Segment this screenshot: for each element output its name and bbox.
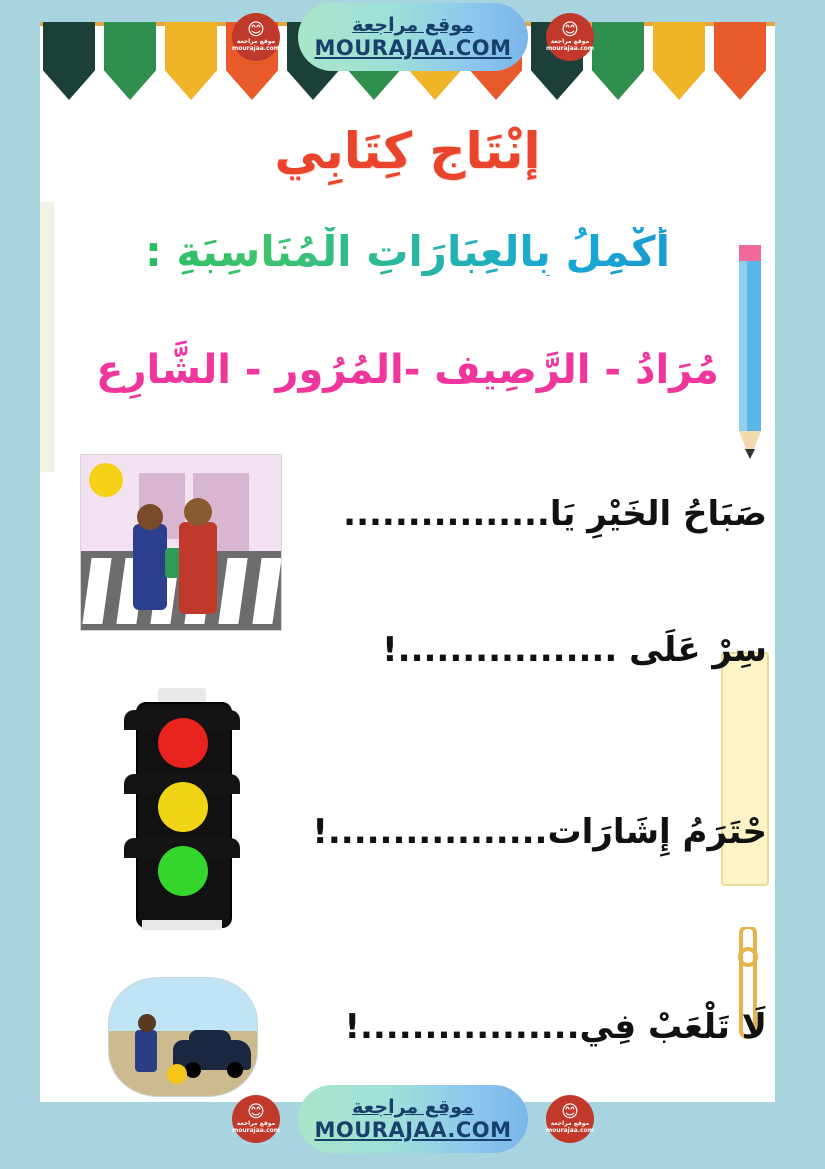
watermark-badge-line1: موقع مراجعة: [236, 37, 276, 45]
exercise-sentence-4: لَا تَلْعَبْ فِي.................!: [344, 1007, 767, 1047]
boy-head: [138, 1014, 156, 1032]
traffic-light-green-lamp: [158, 846, 208, 896]
bunting-flag: [43, 22, 95, 100]
boy-figure: [135, 1030, 157, 1072]
watermark-badge-line2: mourajaa.com: [231, 44, 281, 52]
ball-shape: [167, 1064, 187, 1084]
watermark-bottom: [228, 1084, 598, 1154]
watermark-badge-line1: موقع مراجعة: [550, 1119, 590, 1127]
bunting-flag: [653, 22, 705, 100]
watermark-line1: موقع مراجعة: [352, 14, 474, 36]
exercise-sentence-3: حْتَرَمُ إِشَارَات.................!: [312, 812, 767, 852]
children-crossing-street-image: [80, 454, 282, 631]
watermark-badge-line2: mourajaa.com: [545, 1126, 595, 1134]
sun-shape: [89, 463, 123, 497]
smiley-icon: 😊: [561, 1101, 579, 1122]
exercise-sentence-1: صَبَاحُ الخَيْرِ يَا................: [343, 494, 767, 534]
watermark-line2: MOURAJAA.COM: [314, 36, 512, 60]
smiley-icon: 😊: [561, 19, 579, 40]
watermark-badge-line1: موقع مراجعة: [550, 37, 590, 45]
traffic-light-red-lamp: [158, 718, 208, 768]
watermark-badge-line1: موقع مراجعة: [236, 1119, 276, 1127]
exercise-row-1: [40, 454, 775, 644]
watermark-pill[interactable]: [298, 3, 528, 71]
watermark-badge-icon: [546, 1095, 594, 1143]
watermark-line1: موقع مراجعة: [352, 1096, 474, 1118]
traffic-light-yellow-lamp: [158, 782, 208, 832]
watermark-badge-line2: mourajaa.com: [545, 44, 595, 52]
traffic-light-image: [112, 682, 252, 932]
bunting-flag: [165, 22, 217, 100]
car-wheel-shape: [227, 1062, 243, 1078]
watermark-badge-icon: [546, 13, 594, 61]
smiley-icon: 😊: [247, 19, 265, 40]
exercise-row-3: [40, 682, 775, 952]
child-figure: [133, 524, 167, 610]
watermark-line2: MOURAJAA.COM: [314, 1118, 512, 1142]
bunting-flag: [714, 22, 766, 100]
child-head: [184, 498, 212, 526]
smiley-icon: 😊: [247, 1101, 265, 1122]
exercise-sentence-2: سِرْ عَلَى .................!: [382, 630, 767, 670]
car-wheel-shape: [185, 1062, 201, 1078]
watermark-badge-icon: [232, 13, 280, 61]
worksheet-sheet: [40, 19, 775, 1102]
watermark-pill[interactable]: [298, 1085, 528, 1153]
bunting-flag: [592, 22, 644, 100]
child-head: [137, 504, 163, 530]
instruction-text: أَكْمِلُ بِالعِبَارَاتِ الْمُنَاسِبَةِ :: [40, 227, 775, 276]
boy-ball-car-image: [108, 977, 258, 1097]
traffic-light-base: [142, 920, 222, 930]
bunting-flag: [104, 22, 156, 100]
car-window-shape: [189, 1030, 231, 1048]
child-figure: [179, 522, 217, 614]
watermark-badge-icon: [232, 1095, 280, 1143]
page-title: إنْتَاج كِتَابِي: [274, 122, 541, 180]
watermark-badge-line2: mourajaa.com: [231, 1126, 281, 1134]
watermark-top: [228, 2, 598, 72]
word-bank: مُرَادُ - الرَّصِيف -المُرُور - الشَّارِع: [96, 347, 719, 393]
